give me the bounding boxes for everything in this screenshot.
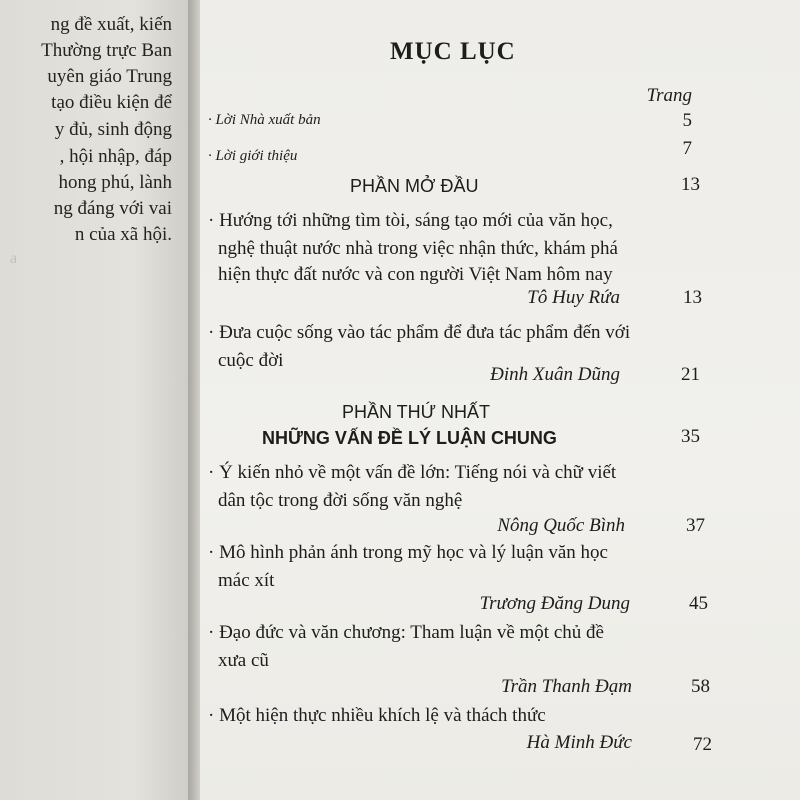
left-page-line: ng đề xuất, kiến [50, 14, 172, 35]
toc-author: Trương Đăng Dung [479, 593, 630, 614]
toc-author: Nông Quốc Bình [497, 515, 625, 536]
toc-entry-label: Lời giới thiệu [215, 148, 298, 164]
toc-entry-line: · Một hiện thực nhiều khích lệ và thách thức [208, 705, 546, 726]
toc-page-number: 72 [693, 734, 712, 755]
part-heading: PHẦN THỨ NHẤT [342, 402, 491, 422]
toc-entry-line: · Ý kiến nhỏ về một vấn đề lớn: Tiếng nói và chữ viết [208, 462, 617, 483]
toc-page-number: 45 [689, 593, 708, 614]
toc-entry-line: · Hướng tới những tìm tòi, sáng tạo mới của văn học, [208, 210, 613, 231]
toc-page-number: 21 [681, 364, 700, 385]
left-page-line: y đủ, sinh động [54, 119, 172, 140]
toc-author: Tô Huy Rứa [527, 287, 620, 308]
toc-page-number: 7 [682, 138, 692, 159]
toc-page-number: 13 [683, 287, 702, 308]
toc-entry-label: Lời Nhà xuất bản [215, 112, 321, 128]
toc-author: Trần Thanh Đạm [501, 676, 632, 697]
show-through-text: a [10, 250, 18, 267]
left-page-line: uyên giáo Trung [47, 66, 172, 87]
toc-page [200, 0, 800, 800]
toc-page-number: 37 [686, 515, 705, 536]
toc-entry-line: hiện thực đất nước và con người Việt Nam hôm nay [218, 264, 613, 285]
left-page-line: ng đáng với vai [53, 198, 172, 219]
toc-page-number: 5 [682, 110, 692, 131]
left-page-line: , hội nhập, đáp [59, 146, 172, 167]
toc-entry-line: mác xít [218, 570, 275, 591]
left-page-line: hong phú, lành [58, 172, 172, 193]
toc-entry-line: · Đưa cuộc sống vào tác phẩm để đưa tác phẩm đến với [208, 322, 631, 343]
left-page-line: n của xã hội. [74, 224, 172, 245]
toc-title: MỤC LỤC [390, 38, 516, 65]
left-page-line: tạo điều kiện để [51, 92, 172, 113]
toc-entry-front: · Lời giới thiệu [208, 148, 298, 164]
part-subheading: NHỮNG VẤN ĐỀ LÝ LUẬN CHUNG [262, 428, 557, 448]
toc-author: Hà Minh Đức [526, 732, 632, 753]
page-column-header: Trang [646, 85, 692, 106]
toc-page-number: 13 [681, 174, 700, 195]
toc-entry-line: nghệ thuật nước nhà trong việc nhận thức, khám phá [218, 238, 618, 259]
left-page-line: Thường trực Ban [41, 40, 172, 61]
toc-entry-line: dân tộc trong đời sống văn nghệ [218, 490, 463, 511]
toc-author: Đinh Xuân Dũng [490, 364, 620, 385]
left-page [0, 0, 190, 800]
toc-entry-line: · Mô hình phản ánh trong mỹ học và lý luận văn học [208, 542, 608, 563]
toc-entry-line: · Đạo đức và văn chương: Tham luận về một chủ đề [208, 622, 604, 643]
toc-page-number: 35 [681, 426, 700, 447]
toc-page-number: 58 [691, 676, 710, 697]
toc-entry-front: · Lời Nhà xuất bản [208, 112, 321, 128]
part-heading: PHẦN MỞ ĐẦU [350, 176, 479, 196]
toc-entry-line: xưa cũ [218, 650, 269, 671]
toc-entry-line: cuộc đời [218, 350, 284, 371]
